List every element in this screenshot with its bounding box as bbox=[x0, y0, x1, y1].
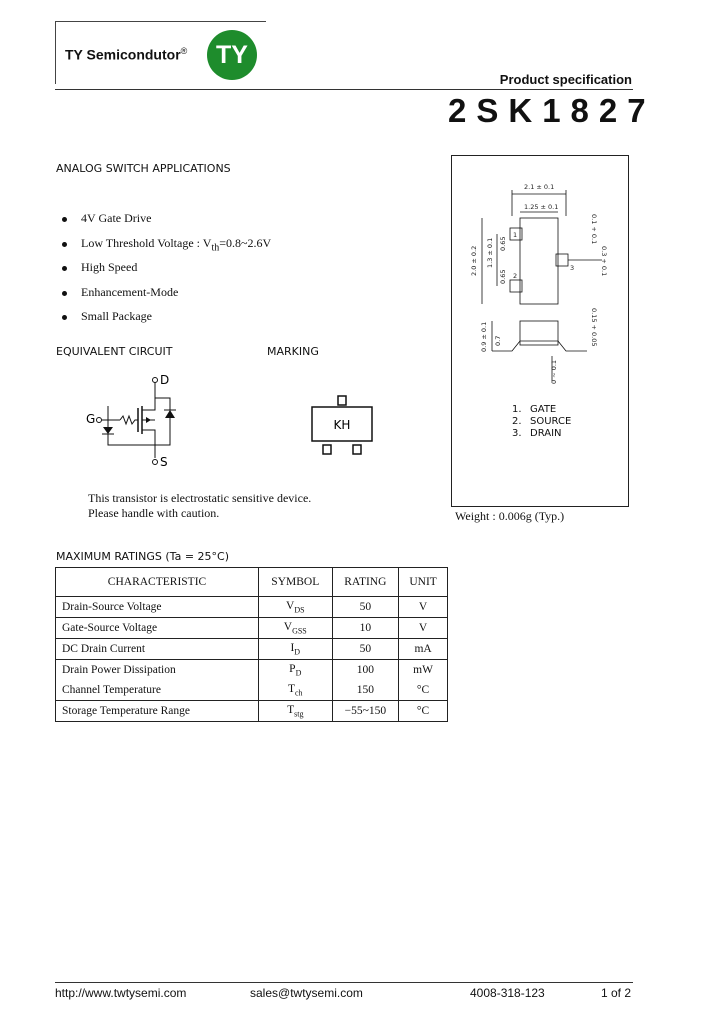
part-number: 2SK1827 bbox=[448, 92, 656, 129]
source-label: S bbox=[160, 455, 168, 469]
gate-terminal bbox=[97, 418, 102, 423]
drain-label: D bbox=[160, 373, 170, 387]
svg-text:0.65: 0.65 bbox=[499, 236, 507, 251]
weight-note: Weight : 0.006g (Typ.) bbox=[455, 509, 565, 523]
table-row: DC Drain Current $I_D$ 50 mA bbox=[56, 639, 448, 660]
feature-item: Enhancement-Mode bbox=[62, 285, 178, 300]
marking-title: MARKING bbox=[267, 345, 319, 358]
ty-logo-icon: TY bbox=[207, 30, 257, 80]
svg-text:1.25 ± 0.1: 1.25 ± 0.1 bbox=[524, 203, 559, 211]
gate-label: G bbox=[86, 412, 96, 426]
footer-url-link[interactable]: http://www.twtysemi.com bbox=[55, 986, 187, 1000]
marking-diagram bbox=[305, 393, 385, 463]
source-terminal bbox=[153, 460, 158, 465]
pin-item: 1. GATE bbox=[512, 404, 557, 415]
feature-item: High Speed bbox=[62, 260, 137, 275]
gate-resistor bbox=[120, 416, 138, 424]
table-row: Drain-Source Voltage $V_{DS}$ 50 V bbox=[56, 597, 448, 618]
svg-text:0.1 + 0.1: 0.1 + 0.1 bbox=[590, 214, 598, 245]
svg-text:3: 3 bbox=[570, 264, 575, 272]
table-row: Drain Power Dissipation $P_D$ 100 mW bbox=[56, 660, 448, 681]
table-row: Storage Temperature Range $T_{stg}$ −55~150 °C bbox=[56, 701, 448, 722]
package-drawing bbox=[452, 156, 627, 401]
page-number: 1 of 2 bbox=[601, 986, 632, 1000]
pin-item: 3. DRAIN bbox=[512, 428, 562, 439]
svg-text:0.7: 0.7 bbox=[494, 335, 502, 346]
application-title: ANALOG SWITCH APPLICATIONS bbox=[56, 162, 231, 175]
equivalent-circuit-title: EQUIVALENT CIRCUIT bbox=[56, 345, 173, 358]
svg-text:0.3 + 0.1: 0.3 + 0.1 bbox=[600, 246, 608, 277]
svg-text:0 ~ 0.1: 0 ~ 0.1 bbox=[550, 359, 558, 384]
doc-type: Product specification bbox=[499, 72, 632, 87]
mosfet-circuit-diagram bbox=[80, 370, 190, 470]
table-row: Gate-Source Voltage $V_{GSS}$ 10 V bbox=[56, 618, 448, 639]
marking-code: KH bbox=[333, 418, 351, 432]
svg-text:0.65: 0.65 bbox=[499, 269, 507, 284]
svg-text:1.3 ± 0.1: 1.3 ± 0.1 bbox=[486, 237, 494, 268]
pin-item: 2. SOURCE bbox=[512, 416, 572, 427]
ratings-title: MAXIMUM RATINGS (Ta = 25°C) bbox=[56, 550, 229, 563]
table-header-row: CHARACTERISTIC SYMBOL RATING UNIT bbox=[56, 568, 448, 597]
svg-text:1: 1 bbox=[513, 231, 518, 239]
brand-name: TY Semicondutor® bbox=[65, 46, 188, 63]
gate-protection-diode bbox=[103, 427, 113, 434]
footer-email-link[interactable]: sales@twtysemi.com bbox=[250, 986, 363, 1000]
body-diode bbox=[165, 410, 175, 418]
svg-text:2: 2 bbox=[513, 272, 518, 280]
feature-item: 4V Gate Drive bbox=[62, 211, 151, 226]
footer-divider bbox=[55, 982, 633, 983]
svg-text:2.1 ± 0.1: 2.1 ± 0.1 bbox=[524, 183, 555, 191]
header-divider bbox=[55, 89, 633, 90]
svg-text:0.9 ± 0.1: 0.9 ± 0.1 bbox=[480, 321, 488, 352]
footer-phone: 4008-318-123 bbox=[470, 986, 545, 1000]
table-row: Channel Temperature $T_{ch}$ 150 °C bbox=[56, 680, 448, 701]
feature-item: Low Threshold Voltage : $V_{th}=0.8\sim 2.6V$ bbox=[62, 236, 271, 253]
drain-terminal bbox=[153, 378, 158, 383]
esd-note: This transistor is electrostatic sensitive device. Please handle with caution. bbox=[88, 491, 312, 520]
ratings-table bbox=[55, 567, 448, 722]
svg-text:2.0 ± 0.2: 2.0 ± 0.2 bbox=[470, 245, 478, 276]
svg-text:0.15 + 0.05: 0.15 + 0.05 bbox=[590, 308, 598, 347]
feature-item: Small Package bbox=[62, 309, 152, 324]
pin-list bbox=[512, 404, 572, 440]
